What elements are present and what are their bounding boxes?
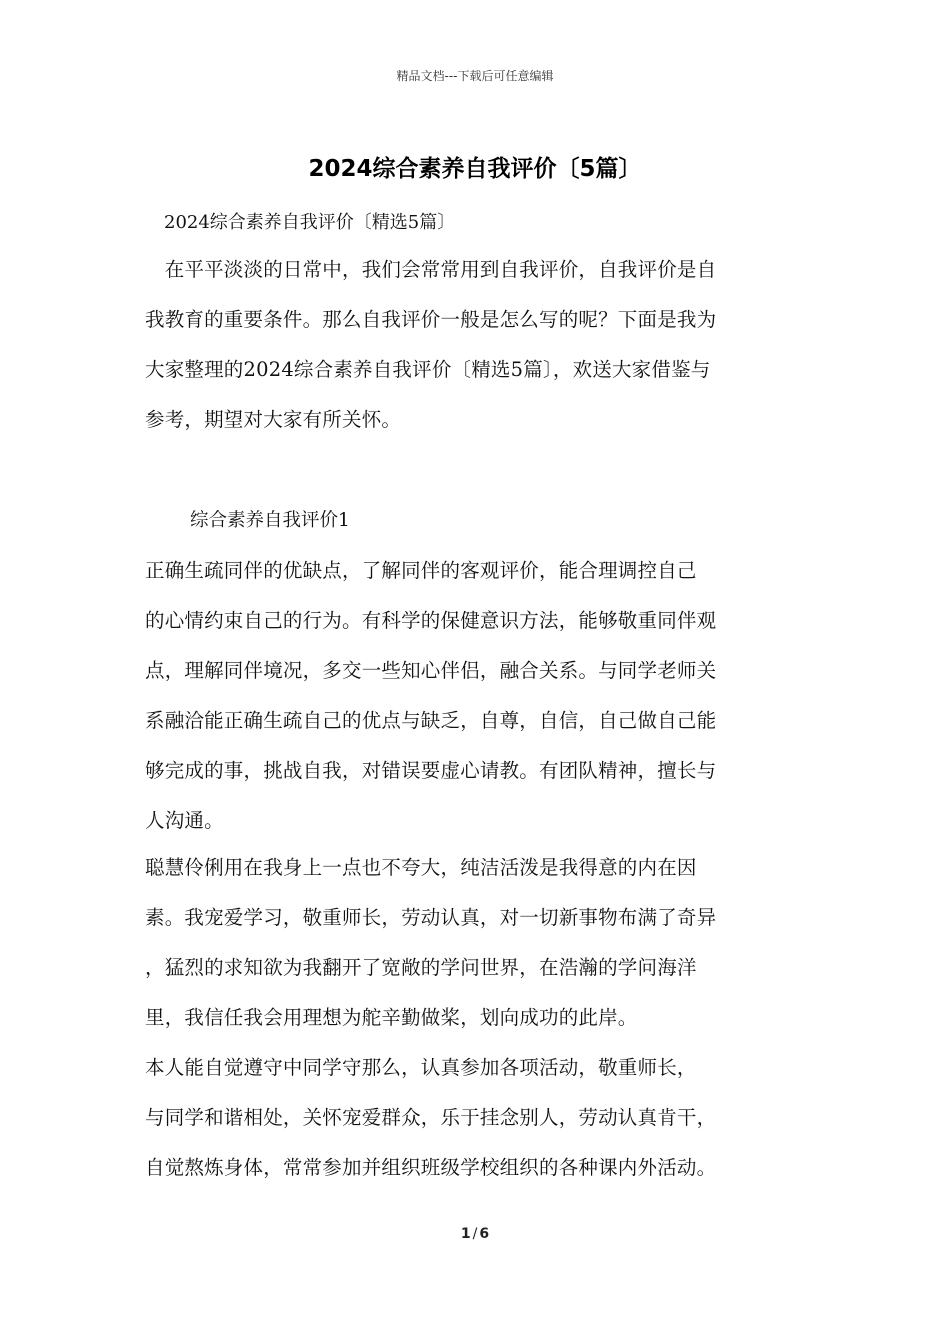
text-line: 人沟通。 [145,809,224,832]
text-line: ，猛烈的求知欲为我翻开了宽敞的学问世界，在浩瀚的学问海洋 [145,956,697,979]
text-line: 参考，期望对大家有所关怀。 [145,408,402,431]
page-header: 精品文档---下载后可任意编辑 [396,69,554,83]
intro-paragraph [145,245,813,445]
text-line: 自觉熬炼身体，常常参加并组织班级学校组织的各种课内外活动。 [145,1156,717,1179]
text-line: 在平平淡淡的日常中，我们会常常用到自我评价，自我评价是自 [145,258,717,281]
current-page: 1 [460,1226,471,1242]
text-line: 的心情约束自己的行为。有科学的保健意识方法，能够敬重同伴观 [145,609,717,632]
text-line: 系融洽能正确生疏自己的优点与缺乏，自尊，自信，自己做自己能 [145,709,717,732]
text-line: 本人能自觉遵守中同学守那么，认真参加各项活动，敬重师长， [145,1056,697,1079]
section-heading: 综合素养自我评价1 [190,510,350,531]
page-number [0,1226,950,1242]
page-separator: / [472,1226,478,1242]
text-line: 够完成的事，挑战自我，对错误要虚心请教。有团队精神，擅长与 [145,759,717,782]
document-subtitle: 2024综合素养自我评价〔精选5篇〕 [164,212,456,233]
text-line: 正确生疏同伴的优缺点，了解同伴的客观评价，能合理调控自己 [145,559,697,582]
document-title: 2024综合素养自我评价〔5篇〕 [308,156,642,182]
text-line: 大家整理的2024综合素养自我评价〔精选5篇〕，欢送大家借鉴与 [145,358,711,381]
text-line: 点，理解同伴境况，多交一些知心伴侣，融合关系。与同学老师关 [145,659,717,682]
total-pages: 6 [479,1226,490,1242]
paragraph-3 [145,1043,813,1193]
text-line: 我教育的重要条件。那么自我评价一般是怎么写的呢？下面是我为 [145,308,717,331]
paragraph-1 [145,546,813,846]
text-line: 聪慧伶俐用在我身上一点也不夸大，纯洁活泼是我得意的内在因 [145,856,697,879]
text-line: 与同学和谐相处，关怀宠爱群众，乐于挂念别人，劳动认真肯干， [145,1106,717,1129]
paragraph-2 [145,843,813,1043]
text-line: 里，我信任我会用理想为舵辛勤做桨，划向成功的此岸。 [145,1006,638,1029]
text-line: 素。我宠爱学习，敬重师长，劳动认真，对一切新事物布满了奇异 [145,906,717,929]
